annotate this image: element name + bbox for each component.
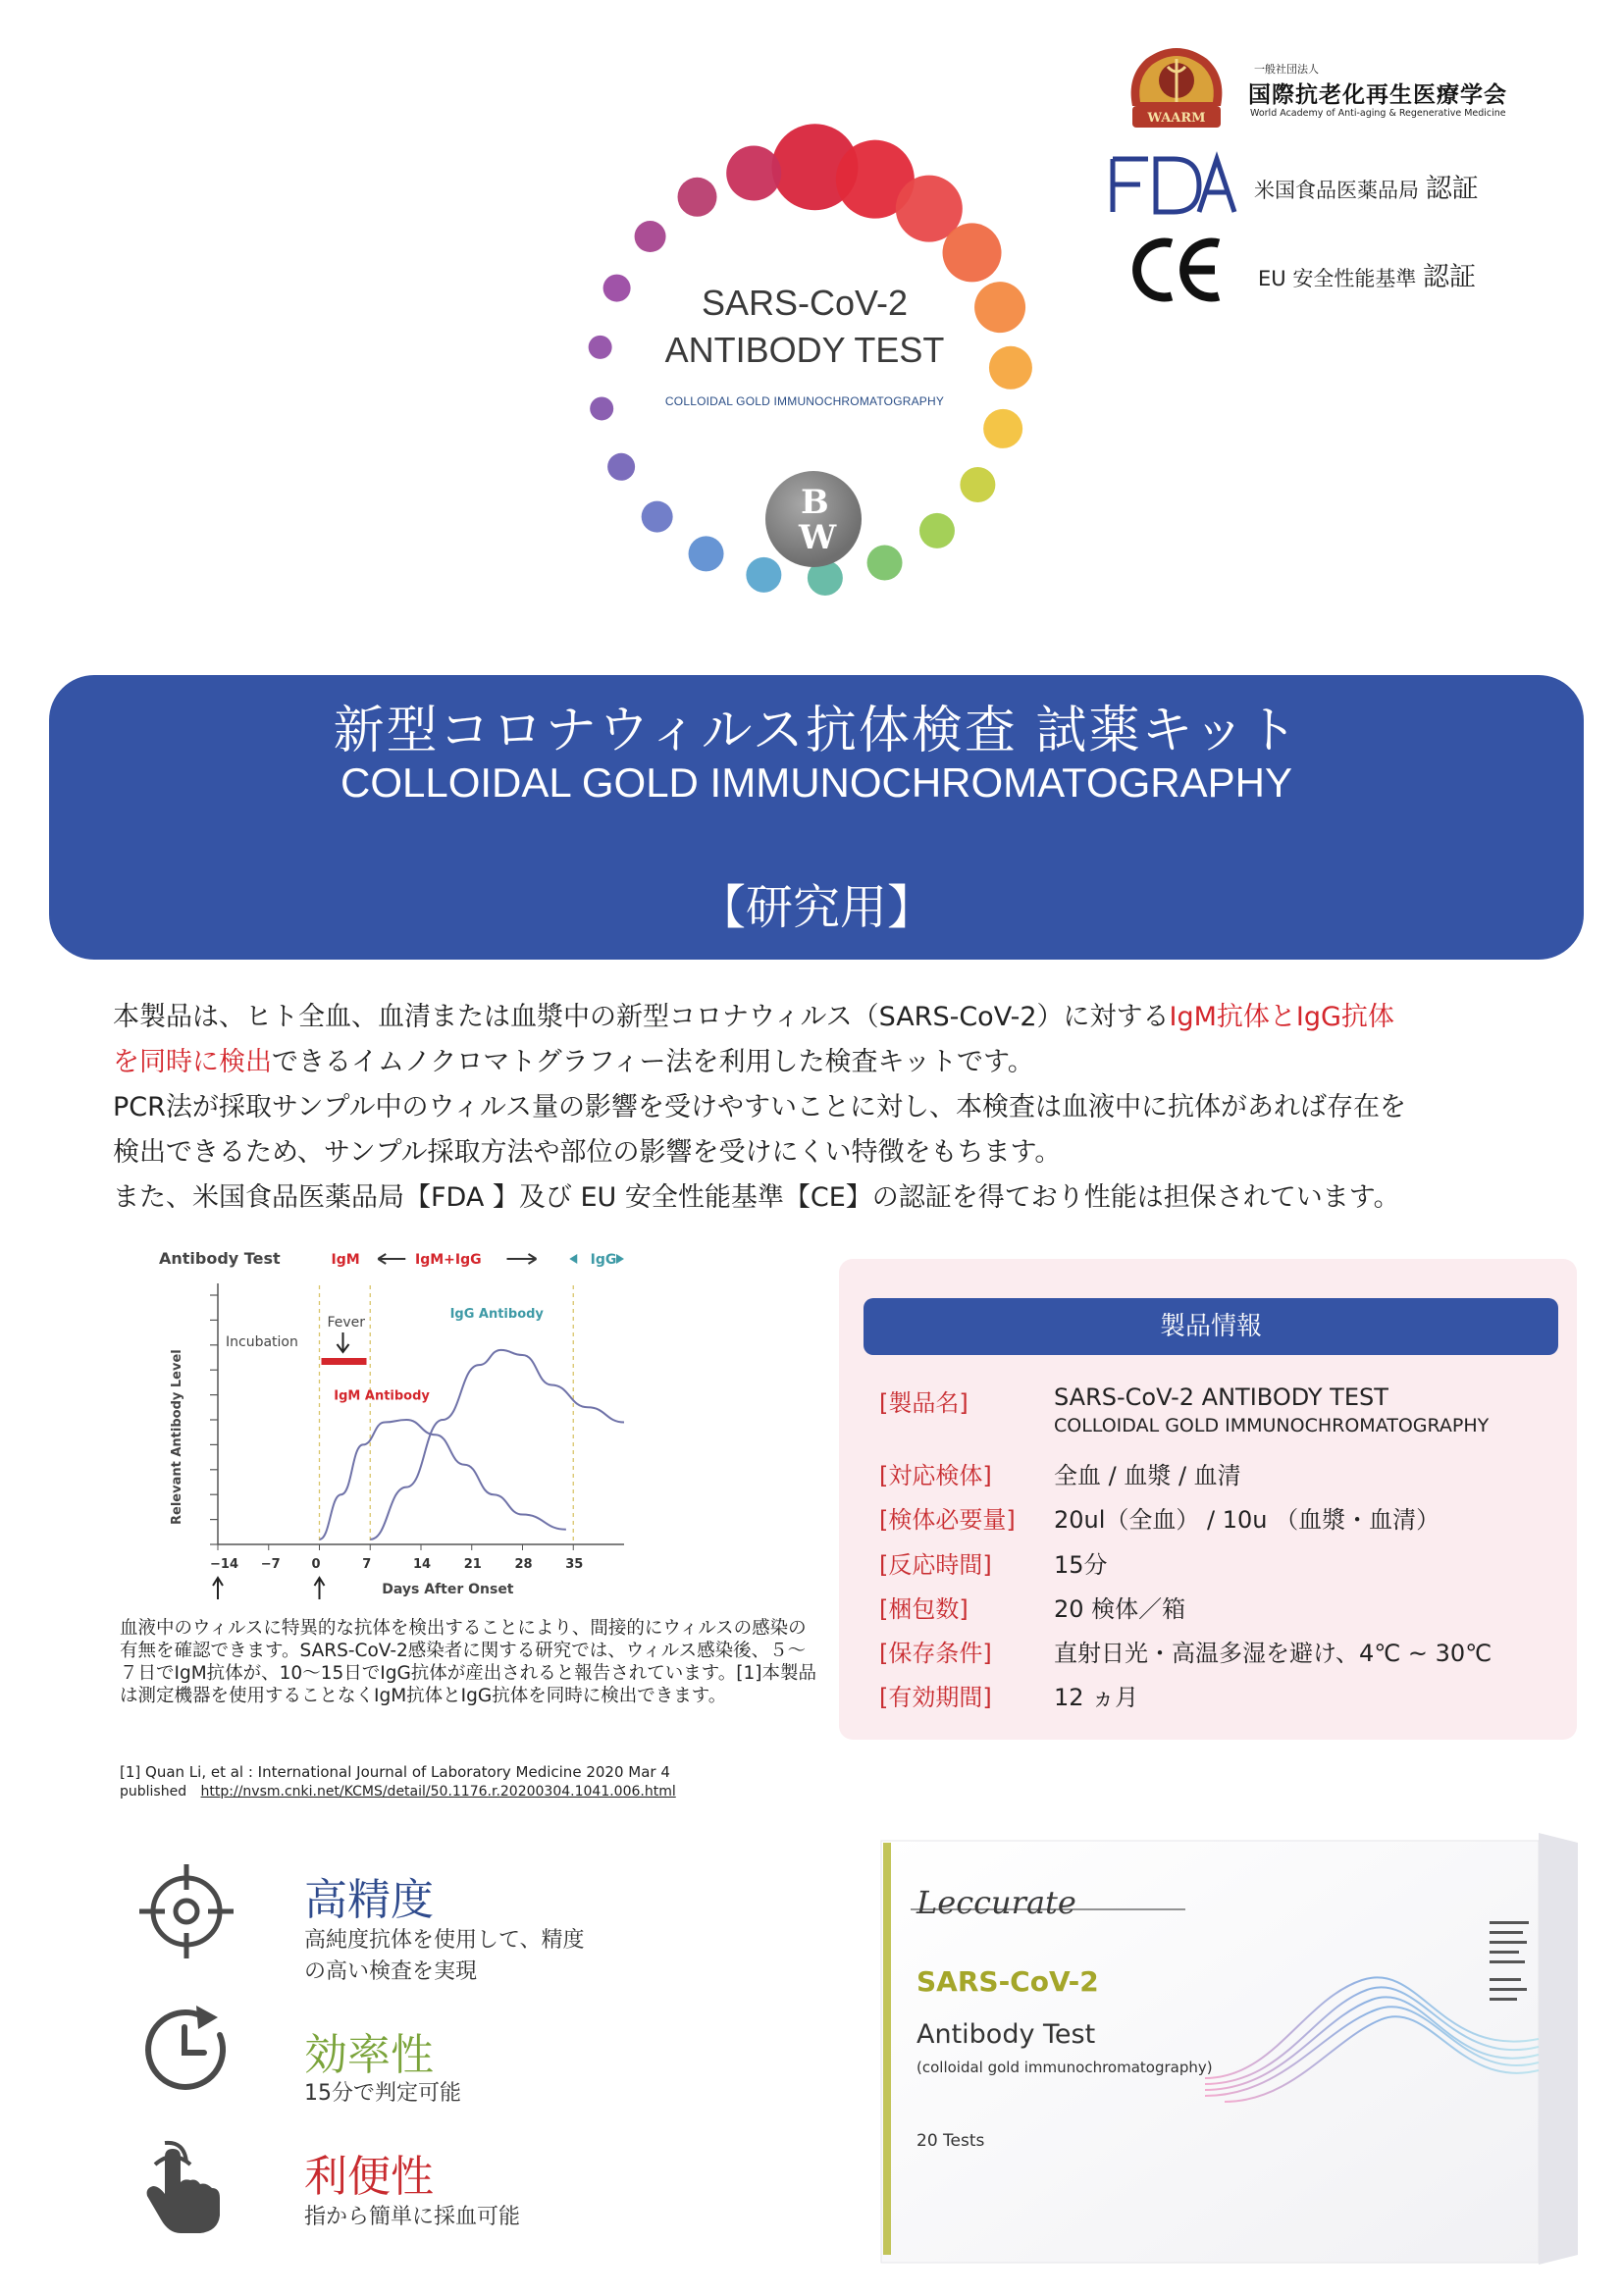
info-value: 直射日光・高温多湿を避け、4℃ ~ 30℃ bbox=[1054, 1640, 1492, 1667]
chart-reference-url-line bbox=[120, 1784, 676, 1800]
phase-arrow-left bbox=[378, 1254, 405, 1264]
title-banner bbox=[49, 675, 1584, 960]
phase-label-igg: IgG bbox=[590, 1252, 617, 1268]
intro-p1-text: 本製品は、ヒト全血、血清または血漿中の新型コロナウィルス（SARS-CoV-2）に対する bbox=[113, 1002, 1170, 1032]
x-tick-label: 28 bbox=[514, 1557, 533, 1572]
info-value: SARS-CoV-2 ANTIBODY TEST bbox=[1054, 1383, 1388, 1411]
info-value: 全血 / 血漿 / 血清 bbox=[1054, 1462, 1241, 1489]
logo-subtitle: COLLOIDAL GOLD IMMUNOCHROMATOGRAPHY bbox=[664, 394, 945, 408]
ring-dot bbox=[960, 467, 995, 502]
x-tick-label: 0 bbox=[311, 1557, 321, 1572]
box-title: SARS-CoV-2 bbox=[916, 1965, 1099, 1998]
box-method: (colloidal gold immunochromatography) bbox=[916, 2059, 1213, 2076]
product-info-header: 製品情報 bbox=[864, 1298, 1558, 1355]
ce-mark-icon bbox=[1128, 234, 1227, 306]
ring-dot bbox=[919, 513, 955, 548]
phase-arrow-right bbox=[507, 1254, 537, 1264]
ring-dot bbox=[983, 409, 1022, 448]
box-subtitle: Antibody Test bbox=[916, 2019, 1096, 2050]
phase-label-igm: IgM bbox=[331, 1252, 360, 1268]
feature-title-accuracy: 高精度 bbox=[304, 1875, 434, 1925]
bw-monogram-logo bbox=[765, 471, 862, 567]
intro-line-2 bbox=[113, 1040, 1545, 1085]
x-axis-label: Days After Onset bbox=[382, 1582, 514, 1597]
waarm-badge-text: WAARM bbox=[1147, 111, 1206, 126]
x-tick-label: 14 bbox=[413, 1557, 432, 1572]
feature-desc-efficiency: 15分で判定可能 bbox=[304, 2081, 461, 2106]
x-tick-label: 7 bbox=[362, 1557, 372, 1572]
info-value-sub: COLLOIDAL GOLD IMMUNOCHROMATOGRAPHY bbox=[1054, 1415, 1490, 1436]
ring-dot bbox=[943, 223, 1002, 282]
info-label: [有効期間] bbox=[879, 1684, 992, 1711]
intro-p1-after: できるイムノクロマトグラフィー法を利用した検査キットです。 bbox=[272, 1047, 1034, 1077]
igg-series-label: IgG Antibody bbox=[449, 1306, 544, 1322]
fever-arrow bbox=[338, 1332, 349, 1352]
intro-line-3: PCR法が採取サンプル中のウィルス量の影響を受けやすいことに対し、本検査は血液中に抗体があれば存在を bbox=[113, 1092, 1407, 1122]
fever-bar bbox=[322, 1358, 367, 1365]
banner-title-en: COLLOIDAL GOLD IMMUNOCHROMATOGRAPHY bbox=[340, 759, 1293, 806]
crosshair-icon bbox=[135, 1860, 237, 1962]
incubation-label: Incubation bbox=[226, 1334, 298, 1350]
finger-touch-icon bbox=[135, 2135, 237, 2237]
y-axis-label: Relevant Antibody Level bbox=[170, 1349, 184, 1525]
info-label: [反応時間] bbox=[879, 1551, 992, 1579]
onset-arrow bbox=[213, 1578, 223, 1599]
info-value: 20 検体／箱 bbox=[1054, 1595, 1186, 1623]
chart-caption: 血液中のウィルスに特異的な抗体を検出することにより、間接的にウィルスの感染の有無を確認できます。SARS-CoV-2感染者に関する研究では、ウィルス感染後、５～７日でIgM抗体が、10～15日でIgG抗体が産出されると報告されています。[1]本製品は測定機器を使用することなくIgM抗体とIgG抗体を同時に検出できます。 bbox=[120, 1618, 817, 1706]
ring-dot bbox=[642, 501, 673, 533]
feature-title-convenience: 利便性 bbox=[304, 2152, 434, 2202]
x-tick-label: 35 bbox=[565, 1557, 584, 1572]
feature-desc-line: の高い検査を実現 bbox=[304, 1959, 478, 1984]
ring-dot bbox=[867, 546, 903, 581]
info-label: [製品名] bbox=[879, 1389, 969, 1417]
phase-arrow-igg-left bbox=[569, 1254, 577, 1264]
ring-dot bbox=[607, 453, 635, 481]
info-value: 20ul（全血） / 10u （血漿・血清） bbox=[1054, 1506, 1440, 1534]
igm-antibody-line bbox=[320, 1420, 566, 1539]
banner-title-jp: 新型コロナウィルス抗体検査 試薬キット bbox=[333, 702, 1300, 760]
x-tick-label: −7 bbox=[260, 1557, 281, 1572]
x-tick-label: −14 bbox=[210, 1557, 238, 1572]
waarm-crest-icon bbox=[1119, 37, 1234, 135]
box-test-count: 20 Tests bbox=[916, 2131, 985, 2151]
intro-line-1 bbox=[113, 995, 1545, 1040]
ring-dot bbox=[689, 536, 724, 571]
feature-title-efficiency: 効率性 bbox=[304, 2030, 434, 2080]
logo-title-line1: SARS-CoV-2 bbox=[701, 283, 909, 323]
info-label: [梱包数] bbox=[879, 1595, 969, 1623]
waarm-org-name: 国際抗老化再生医療学会 bbox=[1248, 81, 1507, 108]
info-label: [対応検体] bbox=[879, 1462, 992, 1489]
fda-label: 米国食品医薬品局 bbox=[1254, 179, 1419, 202]
fever-label: Fever bbox=[327, 1315, 366, 1331]
reference-published-label: published bbox=[120, 1784, 187, 1800]
info-label: [検体必要量] bbox=[879, 1506, 1016, 1534]
ring-dot bbox=[726, 145, 781, 200]
phase-label-igm-igg: IgM+IgG bbox=[415, 1252, 482, 1268]
info-label: [保存条件] bbox=[879, 1640, 992, 1667]
chart-title: Antibody Test bbox=[159, 1249, 281, 1268]
phase-arrow-igg-right bbox=[616, 1254, 624, 1264]
waarm-org-english: World Academy of Anti-aging & Regenerative Medicine bbox=[1250, 108, 1506, 119]
feature-desc-line: 高純度抗体を使用して、精度 bbox=[304, 1928, 585, 1953]
antibody-level-chart bbox=[147, 1234, 716, 1607]
logo-title-line2: ANTIBODY TEST bbox=[664, 330, 945, 370]
ring-dot bbox=[746, 557, 781, 593]
intro-highlight-antibodies: IgM抗体とIgG抗体 bbox=[1169, 1002, 1394, 1032]
ring-dot bbox=[635, 221, 666, 252]
monogram-b: B bbox=[801, 483, 829, 522]
fda-logo-icon bbox=[1105, 151, 1238, 220]
fda-certification bbox=[1254, 167, 1479, 205]
onset-arrow bbox=[315, 1578, 325, 1599]
ring-dot bbox=[678, 178, 717, 217]
igg-antibody-line bbox=[370, 1350, 624, 1539]
intro-paragraph bbox=[113, 995, 1545, 1221]
ce-cert: 認証 bbox=[1423, 262, 1477, 292]
box-brand-logo: Leccurate bbox=[916, 1884, 1076, 1921]
feature-desc-accuracy bbox=[304, 1925, 585, 1988]
ce-label: EU 安全性能基準 bbox=[1258, 267, 1417, 290]
fda-cert: 認証 bbox=[1425, 174, 1479, 204]
monogram-w: W bbox=[799, 518, 837, 557]
x-tick-label: 21 bbox=[463, 1557, 482, 1572]
chart-reference: [1] Quan Li, et al : International Journal of Laboratory Medicine 2020 Mar 4 bbox=[120, 1763, 670, 1781]
research-use-label: 【研究用】 bbox=[698, 880, 934, 935]
clock-icon bbox=[135, 1998, 237, 2100]
intro-line-4: 検出できるため、サンプル採取方法や部位の影響を受けにくい特徴をもちます。 bbox=[113, 1137, 1062, 1168]
info-value: 15分 bbox=[1054, 1551, 1108, 1579]
info-value: 12 ヵ月 bbox=[1054, 1684, 1139, 1711]
feature-desc-convenience: 指から簡単に採血可能 bbox=[304, 2205, 521, 2229]
waarm-org-type: 一般社団法人 bbox=[1254, 63, 1319, 76]
intro-highlight-simultaneous: を同時に検出 bbox=[113, 1047, 272, 1077]
ce-certification bbox=[1258, 255, 1476, 293]
intro-line-5: また、米国食品医薬品局【FDA 】及び EU 安全性能基準【CE】の認証を得ており性能は担保されています。 bbox=[113, 1182, 1400, 1213]
igm-series-label: IgM Antibody bbox=[334, 1388, 430, 1404]
reference-url-link[interactable]: http://nvsm.cnki.net/KCMS/detail/50.1176.r.20200304.1041.006.html bbox=[200, 1784, 676, 1800]
